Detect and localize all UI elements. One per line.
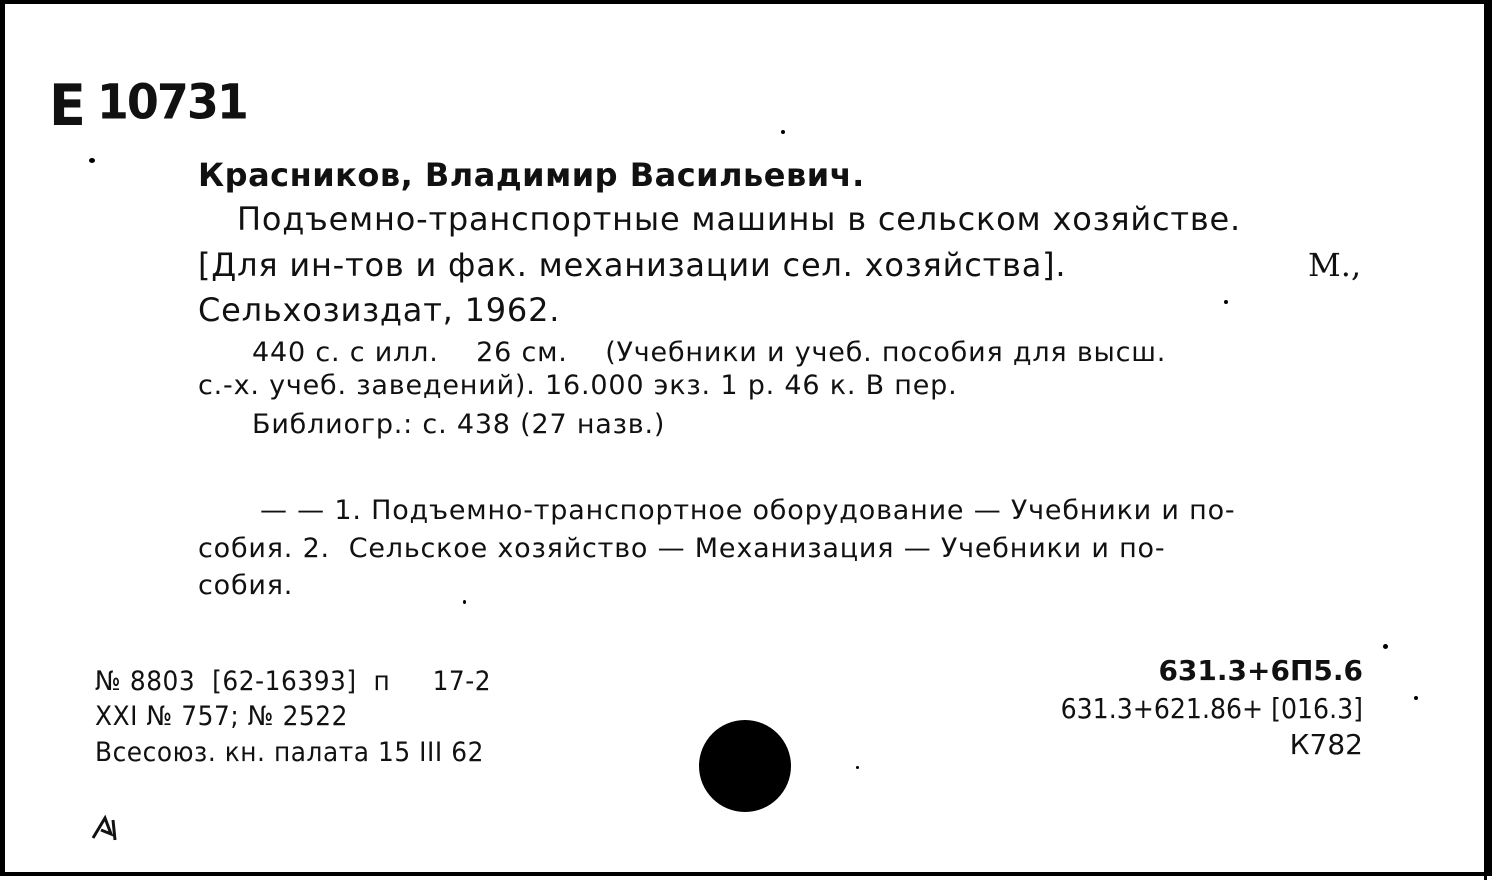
physical-description: 440 с. с илл. 26 см. (Учебники и учеб. пособия для высш. bbox=[252, 337, 1167, 368]
udc-index-2: 631.3+621.86+ [016.3] bbox=[1060, 692, 1363, 725]
subject-tracing-3: собия. bbox=[198, 570, 294, 601]
speck bbox=[1383, 644, 1388, 649]
udc-index-1: 631.3+6П5.6 bbox=[1158, 654, 1363, 687]
punch-hole bbox=[699, 720, 791, 812]
speck bbox=[89, 158, 95, 163]
card-edge bbox=[1484, 4, 1487, 880]
call-number-digits: 10731 bbox=[96, 73, 247, 131]
speck bbox=[1224, 300, 1228, 304]
call-number-letter: Е bbox=[49, 72, 87, 139]
publisher-year: Сельхозиздат, 1962. bbox=[198, 291, 561, 329]
chamber-stamp: Всесоюз. кн. палата 15 III 62 bbox=[95, 737, 484, 768]
speck bbox=[463, 600, 466, 604]
title-line-2: [Для ин-тов и фак. механизации сел. хозяйства]. bbox=[198, 246, 1067, 284]
speck bbox=[1414, 696, 1418, 700]
call-number bbox=[49, 72, 247, 138]
handwritten-mark-icon bbox=[91, 812, 125, 842]
author-sign: К782 bbox=[1289, 728, 1363, 761]
speck bbox=[781, 130, 785, 134]
publication-place: М., bbox=[1308, 246, 1362, 284]
author-heading: Красников, Владимир Васильевич. bbox=[198, 156, 865, 194]
speck bbox=[856, 766, 859, 769]
bibliography-note: Библиогр.: с. 438 (27 назв.) bbox=[252, 409, 666, 440]
registration-number: № 8803 [62-16393] п 17-2 bbox=[95, 666, 492, 697]
title-line-1: Подъемно-транспортные машины в сельском хозяйстве. bbox=[237, 200, 1241, 238]
series-note: с.-х. учеб. заведений). 16.000 экз. 1 р. 46 к. В пер. bbox=[198, 370, 958, 401]
subject-tracing-1: — — 1. Подъемно-транспортное оборудование — Учебники и по- bbox=[260, 495, 1236, 526]
registration-series: XXI № 757; № 2522 bbox=[95, 701, 348, 732]
subject-tracing-2: собия. 2. Сельское хозяйство — Механизация — Учебники и по- bbox=[198, 533, 1166, 564]
